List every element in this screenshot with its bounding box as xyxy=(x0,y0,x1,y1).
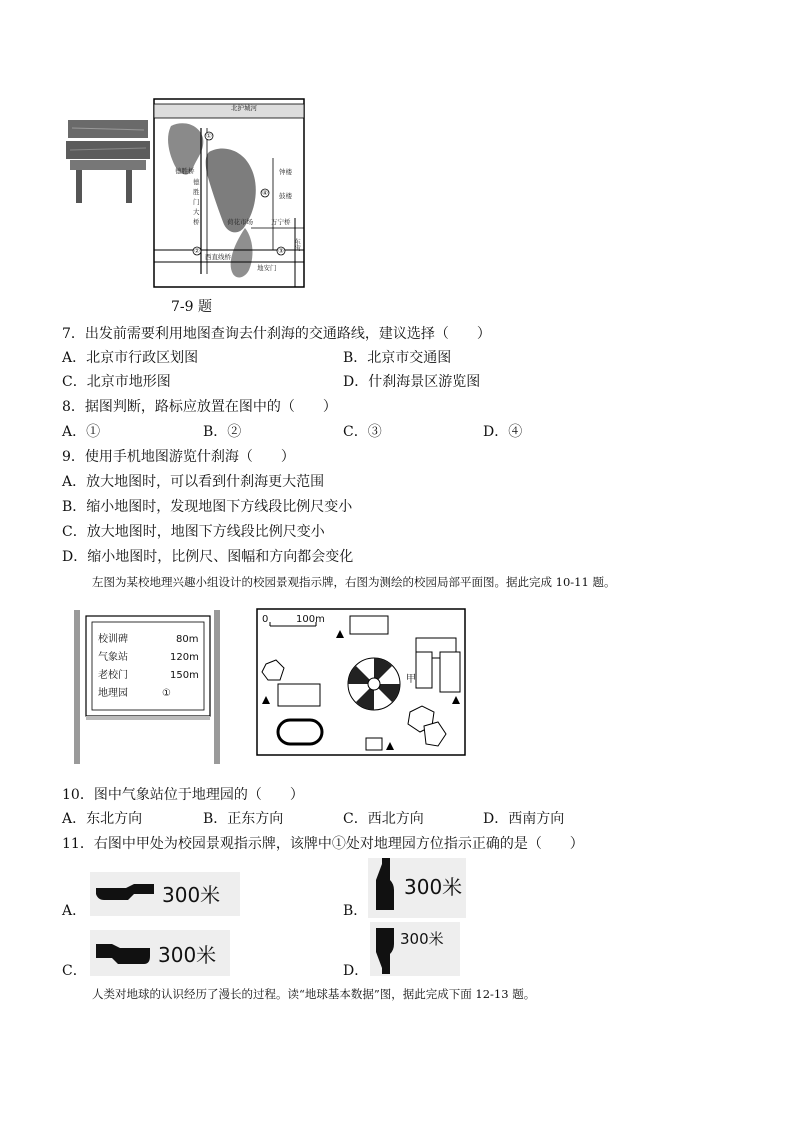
label-road-char-3: 门 xyxy=(193,198,200,206)
sign-row-2-name: 气象站 xyxy=(98,652,128,663)
q7-option-c: C．北京市地形图 xyxy=(62,374,171,390)
scale-label: 100m xyxy=(296,614,325,625)
q9-option-d: D．缩小地图时，比例尺、图幅和方向都会变化 xyxy=(62,549,354,565)
sign-row-3-dist: 150m xyxy=(170,670,199,681)
q10-option-d: D．西南方向 xyxy=(483,811,565,827)
q11-image-b xyxy=(368,858,466,918)
q11-image-b-text: 300米 xyxy=(404,875,463,899)
label-west-bridge: 德胜桥 xyxy=(175,167,195,175)
q10-option-a: A．东北方向 xyxy=(62,811,143,827)
q7-option-a: A．北京市行政区划图 xyxy=(62,350,199,366)
q7-stem: 7．出发前需要利用地图查询去什刹海的交通路线，建议选择（ ） xyxy=(62,326,491,342)
label-road-char-5: 桥 xyxy=(193,218,200,226)
label-road-char-4: 大 xyxy=(193,208,200,216)
label-road-char-2: 胜 xyxy=(193,188,200,196)
label-east-street: 东街 xyxy=(293,238,301,251)
q8-option-a: A．① xyxy=(62,424,101,440)
sign-row-1-dist: 80m xyxy=(176,634,199,645)
label-jia: 甲 xyxy=(406,674,416,685)
q11-option-a: A． xyxy=(62,903,87,919)
label-bell-tower: 钟楼 xyxy=(279,168,292,176)
sign-row-3-name: 老校门 xyxy=(98,670,128,681)
label-plaza: 荷花市场 xyxy=(227,218,253,226)
label-circle-1: ① xyxy=(206,132,212,140)
q11-image-c-text: 300米 xyxy=(158,943,217,967)
q9-option-b: B．缩小地图时，发现地图下方线段比例尺变小 xyxy=(62,499,353,515)
q11-image-c xyxy=(90,930,230,976)
label-east-bridge: 万宁桥 xyxy=(271,218,291,226)
q11-image-a-text: 300米 xyxy=(162,883,221,907)
q8-option-d: D．④ xyxy=(483,424,523,440)
label-top-road: 北护城河 xyxy=(231,104,257,112)
label-south-road: 地安门 xyxy=(257,264,277,272)
label-circle-4: ④ xyxy=(262,189,268,197)
intro-12-13: 人类对地球的认识经历了漫长的过程。读“地球基本数据”图，据此完成下面 12-13 题。 xyxy=(92,987,536,1001)
q8-option-c: C．③ xyxy=(343,424,382,440)
q10-option-c: C．西北方向 xyxy=(343,811,424,827)
q10-stem: 10．图中气象站位于地理园的（ ） xyxy=(62,787,304,803)
figure-caption: 7-9 题 xyxy=(171,299,212,315)
label-circle-2: ② xyxy=(194,247,200,255)
sign-row-2-dist: 120m xyxy=(170,652,199,663)
q11-option-d: D． xyxy=(343,963,369,979)
q11-image-a xyxy=(90,870,240,918)
q7-option-d: D．什刹海景区游览图 xyxy=(343,374,481,390)
q9-option-a: A．放大地图时，可以看到什刹海更大范围 xyxy=(62,474,325,490)
q11-image-d-text: 300米 xyxy=(400,930,444,948)
campus-sign-board xyxy=(64,604,230,766)
label-road-char-1: 德 xyxy=(193,178,200,186)
scale-zero: 0 xyxy=(262,614,269,625)
q8-stem: 8．据图判断，路标应放置在图中的（ ） xyxy=(62,399,337,415)
q11-option-b: B． xyxy=(343,903,368,919)
sign-row-4-dist: ① xyxy=(162,688,171,699)
label-drum-tower: 鼓楼 xyxy=(279,192,292,200)
q9-option-c: C．放大地图时，地图下方线段比例尺变小 xyxy=(62,524,325,540)
label-southwest-bridge: 西直线桥 xyxy=(205,253,231,261)
q11-option-c: C． xyxy=(62,963,87,979)
campus-plan xyxy=(256,608,466,756)
road-sign-photo xyxy=(62,108,152,204)
q11-stem: 11．右图中甲处为校园景观指示牌，该牌中①处对地理园方位指示正确的是（ ） xyxy=(62,836,584,852)
label-circle-3: ③ xyxy=(278,247,284,255)
sign-row-1-name: 校训碑 xyxy=(98,634,128,645)
q11-image-d xyxy=(370,922,460,976)
q10-option-b: B．正东方向 xyxy=(203,811,284,827)
q9-stem: 9．使用手机地图游览什刹海（ ） xyxy=(62,449,295,465)
shichahai-map xyxy=(153,98,305,288)
q7-option-b: B．北京市交通图 xyxy=(343,350,452,366)
sign-row-4-name: 地理园 xyxy=(98,688,128,699)
intro-10-11: 左图为某校地理兴趣小组设计的校园景观指示牌，右图为测绘的校园局部平面图。据此完成 10-11 题。 xyxy=(92,575,616,589)
q8-option-b: B．② xyxy=(203,424,242,440)
